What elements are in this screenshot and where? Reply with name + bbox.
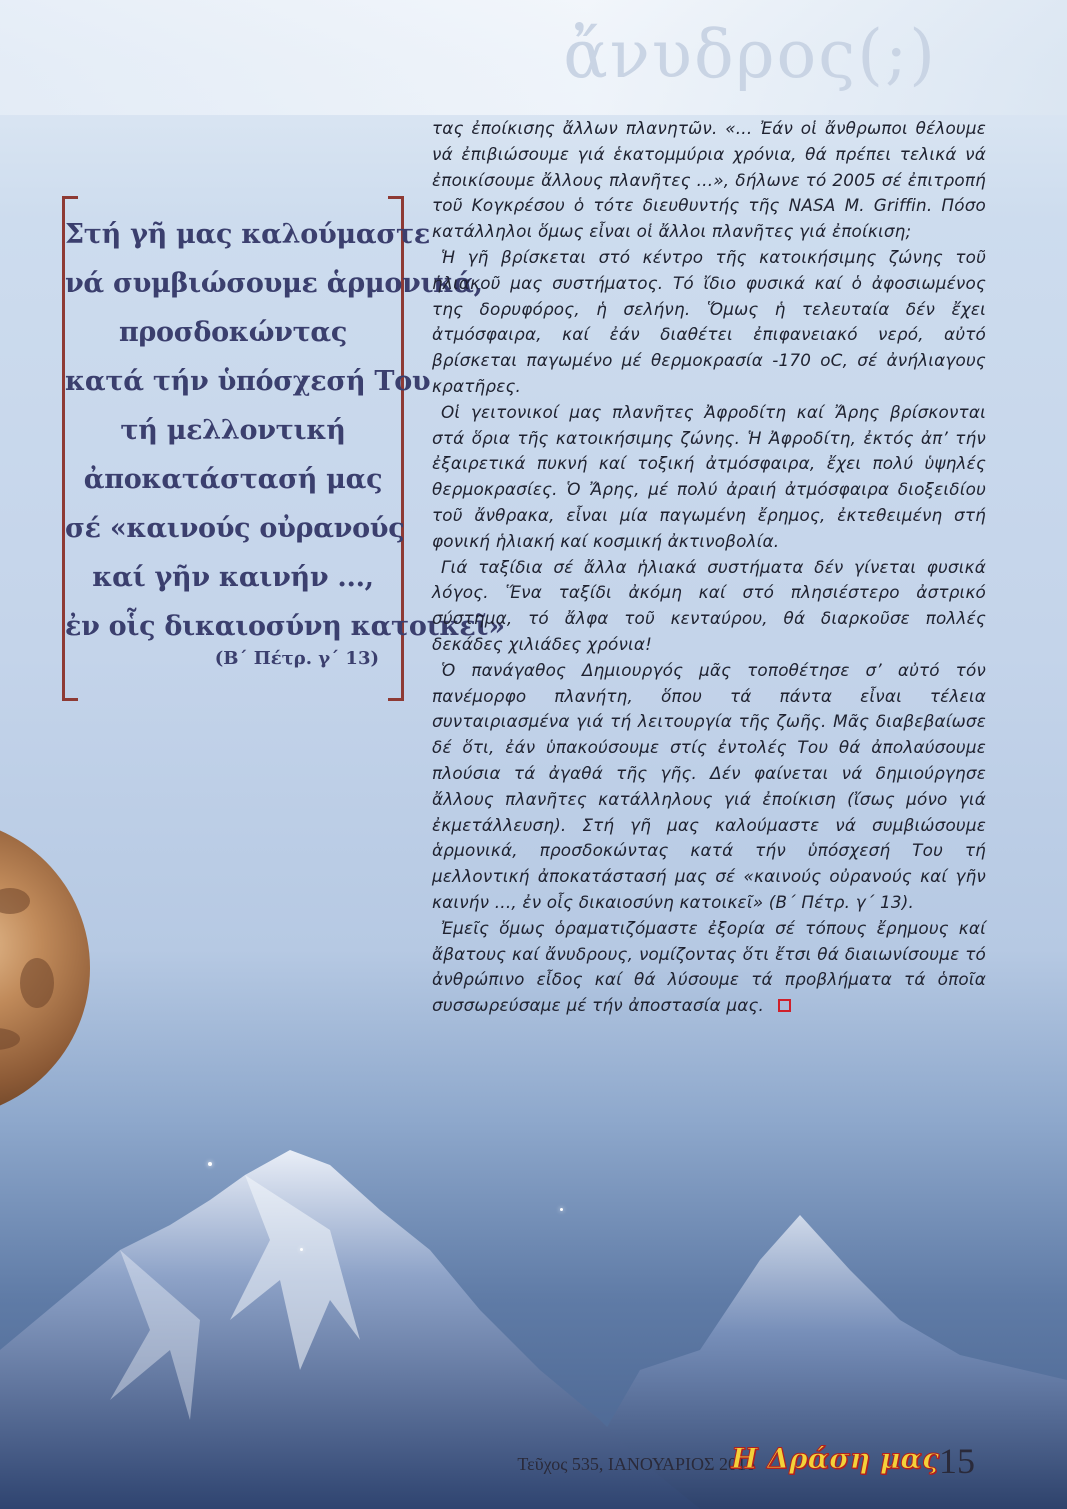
magazine-name: Η Δράση μας (731, 1442, 939, 1475)
pull-quote-text (65, 210, 505, 651)
article-paragraph-last (432, 916, 986, 1019)
page-footer (0, 1440, 1067, 1480)
quote-line: τή μελλοντική (120, 415, 346, 446)
pull-quote (62, 196, 505, 701)
page-number: 15 (939, 1441, 975, 1481)
section-title: ἄνυδρος(;) (563, 16, 937, 93)
quote-line: νά συμβιώσουμε ἁρμονικά, (65, 268, 483, 299)
end-of-article-icon (778, 999, 791, 1012)
star (208, 1162, 212, 1166)
planet-image (0, 818, 90, 1118)
article-paragraph: Ἡ γῆ βρίσκεται στό κέντρο τῆς κατοικήσιμης ζώνης τοῦ ἡλιακοῦ μας συστήματος. Τό ἴδιο φυσικά καί ὁ ἀφοσιωμένος της δορυφόρος, ἡ σελήνη. Ὅμως ἡ τελευταία δέν ἔχει ἀτμόσφαιρα, καί ἐάν διαθέτει ἐπιφανειακό νερό, αὐτό βρίσκεται παγωμένο μέ θερμοκρασία -170 οC, σέ ἀνήλιαγους κρατῆρες. (432, 246, 986, 396)
quote-line: ἀποκατάστασή μας (83, 464, 383, 495)
issue-info: Τεῦχος 535, ΙΑΝΟΥΑΡΙΟΣ 2016 (517, 1454, 755, 1474)
quote-line: ἐν οἷς δικαιοσύνη κατοικεῖ» (65, 611, 505, 642)
article-paragraph: Ὁ πανάγαθος Δημιουργός μᾶς τοποθέτησε σ’ αὐτό τόν πανέμορφο πλανήτη, ὅπου τά πάντα εἶναι τέλεια συνταιριασμένα γιά τή λειτουργία τῆς ζωῆς. Μᾶς διαβεβαίωσε δέ ὅτι, ἐάν ὑπακούσουμε στίς ἐντολές Του θά ἀπολαύσουμε πλούσια τά ἀγαθά τῆς γῆς. Δέν φαίνεται νά δημιούργησε ἄλλους πλανῆτες κατάλληλους γιά ἐποίκιση (ἴσως μόνο γιά ἐκμετάλλευση). Στή γῆ μας καλούμαστε νά συμβιώσουμε ἁρμονικά, προσδοκώντας κατά τήν ὑπόσχεσή Του τή μελλοντική ἀποκατάστασή μας σέ «καινούς οὐρανούς καί γῆν καινήν ..., ἐν οἷς δικαιοσύνη κατοικεῖ» (Β΄ Πέτρ. γ΄ 13). (432, 659, 986, 912)
quote-line: Στή γῆ μας καλούμαστε (65, 219, 430, 250)
star (560, 1208, 563, 1211)
quote-line: προσδοκώντας (118, 317, 348, 348)
article-paragraph-text: Ἐμεῖς ὅμως ὁραματιζόμαστε ἐξορία σέ τόπους ἔρημους καί ἄβατους καί ἄνυδρους, νομίζοντας ὅτι ἔτσι θά διαιωνίσουμε τό ἀνθρώπινο εἶδος καί θά λύσουμε τά προβλήματα τά ὁποῖα συσσωρεύσαμε μέ τήν ἀποστασία μας. (432, 917, 986, 1016)
quote-reference: (Β΄ Πέτρ. γ΄ 13) (214, 648, 379, 669)
article-paragraph: τας ἐποίκισης ἄλλων πλανητῶν. «... Ἐάν οἱ ἄνθρωποι θέλουμε νά ἐπιβιώσουμε γιά ἑκατομμύρια χρόνια, θά πρέπει τελικά νά ἐποικίσουμε ἄλλους πλανῆτες ...», δήλωνε τό 2005 σέ ἐπιτροπή τοῦ Κογκρέσου ὁ τότε διευθυντής τῆς NASA M. Griffin. Πόσο κατάλληλοι ὅμως εἶναι οἱ ἄλλοι πλανῆτες γιά ἐποίκιση; (432, 118, 986, 242)
article-paragraph: Οἱ γειτονικοί μας πλανῆτες Ἀφροδίτη καί Ἄρης βρίσκονται στά ὅρια τῆς κατοικήσιμης ζώνης. Ἡ Ἀφροδίτη, ἐκτός ἀπ’ τήν ἐξαιρετικά πυκνή καί τοξική ἀτμόσφαιρα, ἔχει πολύ ὑψηλές θερμοκρασίες. Ὁ Ἄρης, μέ πολύ ἀραιή ἀτμόσφαιρα διοξειδίου τοῦ ἄνθρακα, εἶναι μία παγωμένη ἔρημος, ἐκτεθειμένη στή φονική ἡλιακή καί κοσμική ἀκτινοβολία. (432, 401, 986, 551)
quote-line: καί γῆν καινήν ..., (92, 562, 374, 593)
quote-line: σέ «καινούς οὐρανούς (65, 513, 405, 544)
star (300, 1248, 303, 1251)
quote-line: κατά τήν ὑπόσχεσή Του (65, 366, 431, 397)
article-body (432, 116, 986, 1019)
article-paragraph: Γιά ταξίδια σέ ἄλλα ἡλιακά συστήματα δέν γίνεται φυσικά λόγος. Ἕνα ταξίδι ἀκόμη καί στό πλησιέστερο ἀστρικό σύστημα, τό ἄλφα τοῦ κενταύρου, θά διαρκοῦσε πολλές δεκάδες χιλιάδες χρόνια! (432, 556, 986, 654)
